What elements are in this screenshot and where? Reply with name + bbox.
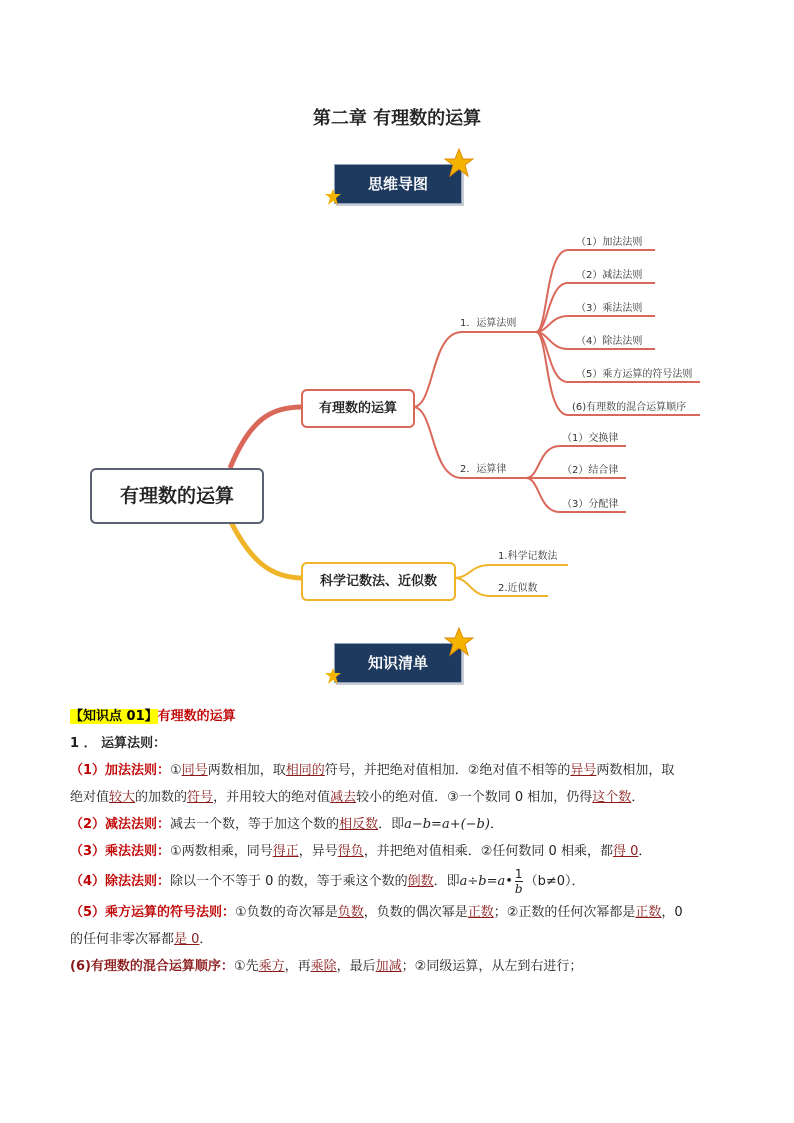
- knowledge-banner-label: 知识清单: [334, 643, 462, 683]
- mind-map-branch-scientific: 科学记数法、近似数: [301, 562, 456, 601]
- mind-map-banner-label: 思维导图: [334, 164, 462, 204]
- mind-map-leaf: 2.近似数: [498, 583, 538, 594]
- star-icon: [324, 188, 342, 206]
- mind-map-root: 有理数的运算: [90, 468, 264, 524]
- knowledge-content: [70, 703, 730, 980]
- mind-map-banner: [334, 164, 460, 202]
- mind-map-leaf: （3）分配律: [562, 499, 619, 510]
- rule-mixed-order: (6)有理数的混合运算顺序：①先乘方，再乘除，最后加减；②同级运算，从左到右进行；: [70, 959, 583, 974]
- fraction: $\frac{1}{b}$: [514, 867, 523, 896]
- mind-map-leaf: 1.科学记数法: [498, 551, 558, 562]
- knowledge-point-tag: 【知识点 01】: [70, 709, 158, 724]
- mind-map: [0, 220, 794, 620]
- mind-map-leaf: （5）乘方运算的符号法则: [576, 369, 693, 380]
- mind-map-branch-operations: 有理数的运算: [301, 389, 415, 428]
- star-icon: [444, 148, 474, 178]
- mind-map-sub-laws: 2．运算律: [460, 464, 507, 475]
- knowledge-banner: [334, 643, 460, 681]
- mind-map-leaf: （1）交换律: [562, 433, 619, 444]
- rule-division: （4）除法法则：除以一个不等于 0 的数，等于乘这个数的倒数．即a÷b=a• $\frac{1}{b}$ （b≠0）．: [70, 867, 585, 896]
- knowledge-point-heading: [70, 703, 730, 730]
- mind-map-leaf: （4）除法法则: [576, 336, 643, 347]
- mind-map-leaf: （2）减法法则: [576, 270, 643, 281]
- formula-subtraction: a−b=a+(−b): [404, 817, 490, 832]
- rule-addition: （1）加法法则：①同号两数相加，取相同的符号，并把绝对值相加．②绝对值不相等的异号两数相加，取 绝对值较大的加数的符号，并用较大的绝对值减去较小的绝对值．③一个数同 0 相加，仍得这个数．: [70, 763, 675, 805]
- section-heading: 1 ． 运算法则：: [70, 736, 167, 751]
- star-icon: [324, 667, 342, 685]
- mind-map-leaf: （1）加法法则: [576, 237, 643, 248]
- page-title: 第二章 有理数的运算: [312, 108, 482, 129]
- mind-map-leaf: （3）乘法法则: [576, 303, 643, 314]
- star-icon: [444, 627, 474, 657]
- formula-division: a÷b=a•: [459, 874, 513, 889]
- mind-map-sub-rules: 1．运算法则: [460, 318, 517, 329]
- mind-map-leaf: (6)有理数的混合运算顺序: [572, 402, 687, 413]
- rule-power-sign: （5）乘方运算的符号法则：①负数的奇次幂是负数，负数的偶次幂是正数；②正数的任何次幂都是正数，0 的任何非零次幂都是 0．: [70, 905, 683, 947]
- rule-multiplication: （3）乘法法则：①两数相乘，同号得正，异号得负，并把绝对值相乘．②任何数同 0 相乘，都得 0．: [70, 844, 652, 859]
- mind-map-leaf: （2）结合律: [562, 465, 619, 476]
- knowledge-point-title: 有理数的运算: [157, 709, 236, 724]
- rule-subtraction: （2）减法法则：减去一个数，等于加这个数的相反数．即a−b=a+(−b)．: [70, 817, 503, 832]
